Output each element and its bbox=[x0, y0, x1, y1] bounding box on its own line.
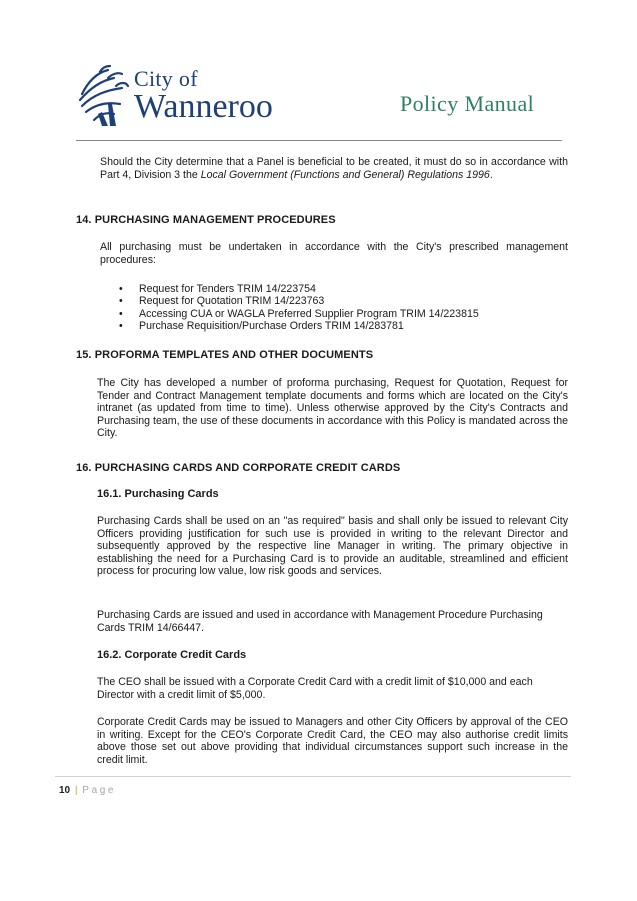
credit-card-approval-paragraph: Corporate Credit Cards may be issued to Managers and other City Officers by approval of the CEO in writing. Except for the CEO's Corporate Credit Card, the CEO may also authorise credit limits above those set out above providing that individual circumstances support such increase in the credit limit. bbox=[97, 716, 568, 766]
panel-paragraph-end: . bbox=[489, 168, 493, 181]
section-14-heading: 14. PURCHASING MANAGEMENT PROCEDURES bbox=[76, 214, 336, 226]
section-15-paragraph: The City has developed a number of proforma purchasing, Request for Quotation, Request for Tender and Contract Management template documents and forms which are located on the City's intranet (as updated from time to time). Unless otherwise approved by the City's Contracts and Purchasing team, the use of these documents in accordance with this Policy is mandated across the City. bbox=[97, 377, 568, 440]
page-label: Page bbox=[82, 785, 117, 796]
section-15-heading: 15. PROFORMA TEMPLATES AND OTHER DOCUMENTS bbox=[76, 349, 374, 361]
logo-wanneroo-text: Wanneroo bbox=[134, 88, 273, 125]
purchasing-cards-paragraph: Purchasing Cards shall be used on an "as required" basis and shall only be issued to relevant City Officers providing justification for such use is provided in writing to the relevant Director and subsequently approved by the respective line Manager in writing. The primary objective in establishing the need for a Purchasing Card is to provide an auditable, streamlined and efficient process for procuring low value, low risk goods and services. bbox=[97, 515, 568, 578]
document-type-title: Policy Manual bbox=[400, 91, 535, 116]
list-item: • Request for Tenders TRIM 14/223754 bbox=[117, 283, 557, 295]
footer-divider bbox=[55, 776, 571, 777]
logo-city-of-text: City of bbox=[134, 66, 198, 91]
list-item: • Request for Quotation TRIM 14/223763 bbox=[117, 295, 557, 307]
panel-paragraph-text: Should the City determine that a Panel is beneficial to be created, it must do so in accordance with Part 4, Division 3 the bbox=[100, 156, 568, 181]
kangaroo-paw-icon bbox=[78, 64, 132, 128]
footer-separator: | bbox=[74, 785, 78, 796]
purchasing-cards-procedure-paragraph: Purchasing Cards are issued and used in accordance with Management Procedure Purchasing Cards TRIM 14/66447. bbox=[97, 609, 543, 634]
list-item: • Accessing CUA or WAGLA Preferred Supplier Program TRIM 14/223815 bbox=[117, 308, 557, 320]
page-footer bbox=[59, 785, 116, 796]
header-divider bbox=[76, 140, 562, 141]
panel-paragraph bbox=[100, 156, 568, 181]
list-item: • Purchase Requisition/Purchase Orders TRIM 14/283781 bbox=[117, 320, 557, 332]
section-16-heading: 16. PURCHASING CARDS AND CORPORATE CREDIT CARDS bbox=[76, 462, 401, 474]
subsection-16-2-heading: 16.2. Corporate Credit Cards bbox=[97, 649, 247, 661]
section-14-paragraph: All purchasing must be undertaken in accordance with the City's prescribed management procedures: bbox=[100, 241, 568, 266]
page-number: 10 bbox=[59, 785, 71, 796]
credit-limit-paragraph: The CEO shall be issued with a Corporate Credit Card with a credit limit of $10,000 and each Director with a credit limit of $5,000. bbox=[97, 676, 533, 701]
subsection-16-1-heading: 16.1. Purchasing Cards bbox=[97, 488, 219, 500]
regulation-citation: Local Government (Functions and General) Regulations 1996 bbox=[200, 168, 490, 181]
procedure-list bbox=[117, 283, 557, 333]
city-logo bbox=[78, 64, 298, 128]
